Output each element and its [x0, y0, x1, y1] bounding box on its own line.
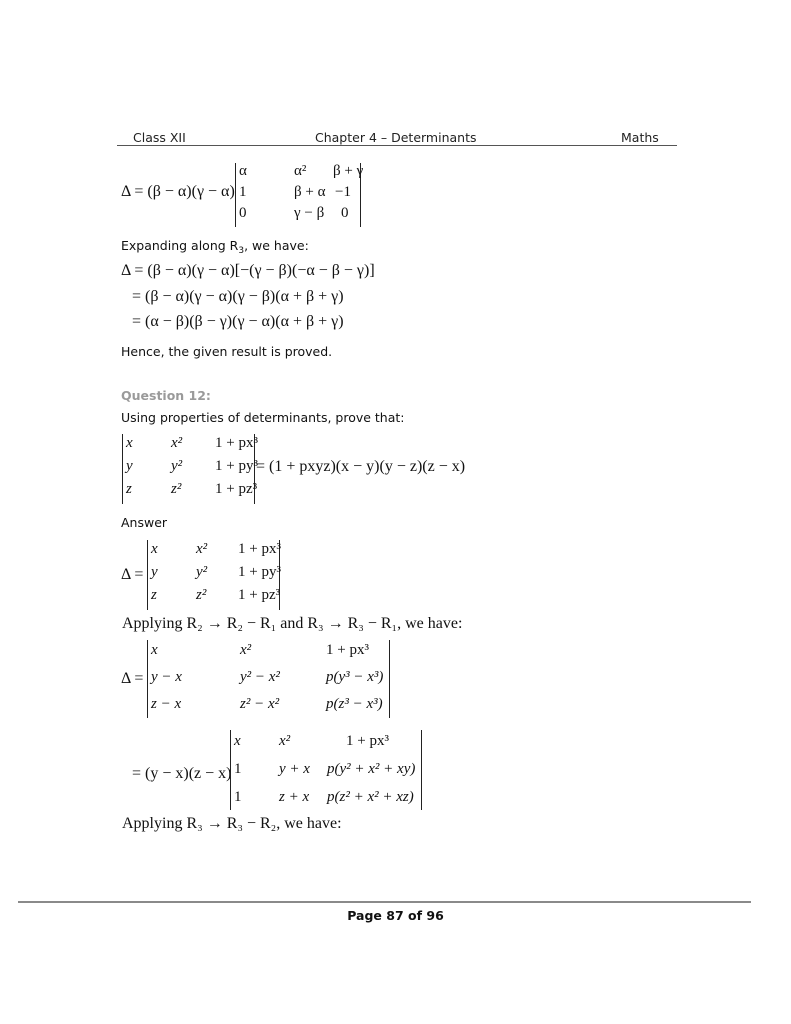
answer-delta: Δ =	[121, 566, 144, 583]
header-subject: Maths	[621, 130, 659, 145]
conclusion-text: Hence, the given result is proved.	[121, 344, 333, 359]
answer-determinant-3: x x² 1 + px³ 1 y + x p(y² + x² + xy) 1 z + x p(z² + x² + xz)	[230, 730, 422, 810]
header-class: Class XII	[133, 130, 186, 145]
expanding-text: Expanding along $R_3$, we have:	[121, 238, 309, 256]
question-prompt: Using properties of determinants, prove that:	[121, 410, 405, 425]
header-divider	[117, 145, 677, 146]
page-number: Page 87 of 96	[347, 908, 444, 923]
footer-divider	[18, 901, 751, 903]
answer-label: Answer	[121, 515, 168, 530]
answer-determinant-1: x x² 1 + px³ y y² 1 + py³ z z² 1 + pz³	[147, 540, 280, 610]
answer-delta-2: Δ =	[121, 670, 144, 687]
question-rhs: = (1 + pxyz)(x − y)(y − z)(z − x)	[256, 458, 466, 475]
question-title: Question 12:	[121, 388, 211, 403]
header-chapter: Chapter 4 – Determinants	[315, 130, 477, 145]
delta-prefix: Δ = (β − α)(γ − α)	[121, 183, 235, 200]
answer-determinant-2: x x² 1 + px³ y − x y² − x² p(y³ − x³) z − x z² − x² p(z³ − x³)	[147, 640, 390, 718]
expansion-step-2: = (β − α)(γ − α)(γ − β)(α + β + γ)	[132, 288, 344, 305]
row-operation-1: Applying R₂ → R₂ − R₁ and R₃ → R₃ − R₁, we have:	[122, 615, 463, 632]
determinant-alpha-beta-gamma: α α² β + γ 1 β + α −1 0 γ − β 0	[235, 163, 361, 227]
factor-prefix: = (y − x)(z − x)	[132, 765, 232, 782]
question-determinant: x x² 1 + px³ y y² 1 + py³ z z² 1 + pz³	[122, 434, 255, 504]
row-operation-2: Applying R₃ → R₃ − R₂, we have:	[122, 815, 342, 832]
expansion-step-1: Δ = (β − α)(γ − α)[−(γ − β)(−α − β − γ)]	[121, 262, 375, 279]
expansion-step-3: = (α − β)(β − γ)(γ − α)(α + β + γ)	[132, 313, 344, 330]
